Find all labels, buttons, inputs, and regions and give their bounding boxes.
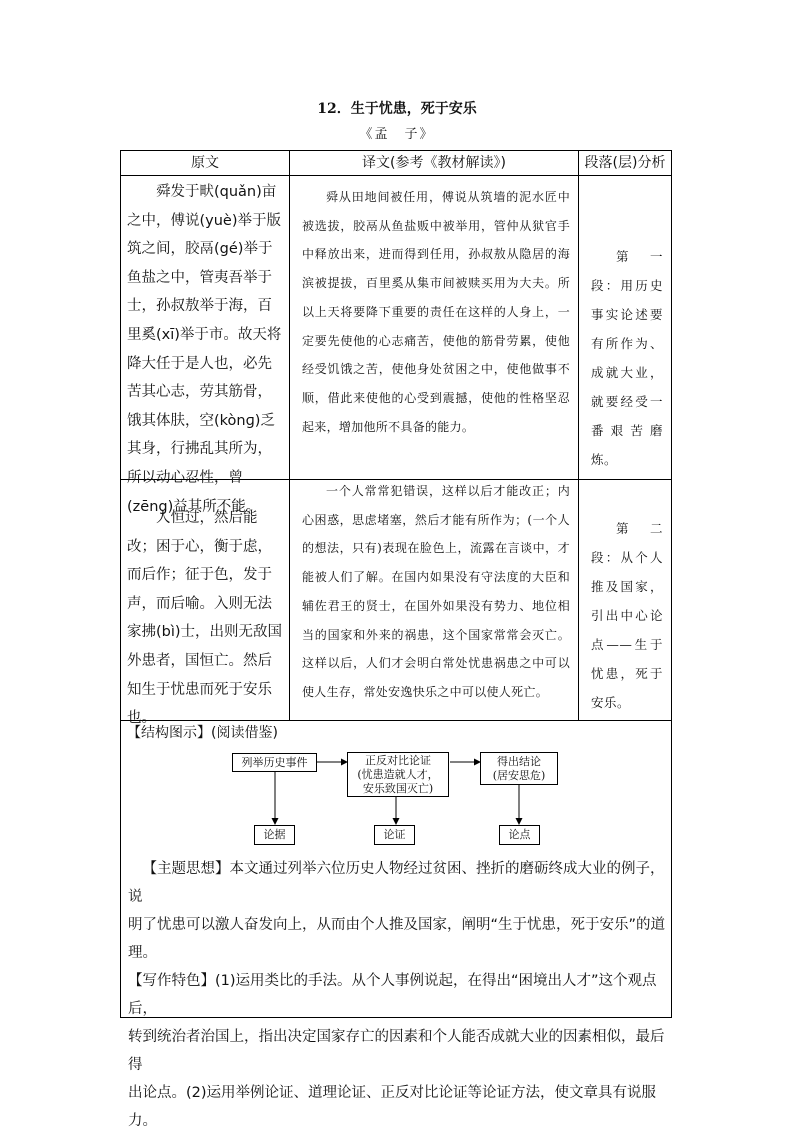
box-contrast-argument: [347, 752, 449, 797]
box-line: 安乐致国灭亡): [362, 782, 434, 795]
table-structure-divider: [120, 720, 672, 721]
box-list-events: [232, 753, 317, 772]
box-conclusion: [480, 752, 558, 785]
theme-line: 【主题思想】本文通过列举六位历史人物经过贫困、挫折的磨砺终成大业的例子，说: [128, 861, 665, 905]
row2-analysis-text: 第二段：从个人推及国家，引出中心论点——生于忧患，死于安乐。: [591, 521, 663, 710]
writing-line: 出论点。(2)运用举例论证、道理论证、正反对比论证等论证方法，使文章具有说服力。: [128, 1085, 657, 1129]
writing-line: 【写作特色】(1)运用类比的手法。从个人事例说起，在得出“困境出人才”这个观点后，: [128, 973, 657, 1017]
row2-original-text: 人恒过，然后能改；困于心，衡于虑，而后作；征于色，发于声，而后喻。入则无法家拂(bì)士，出则无敌国外患者，国恒亡。然后知生于忧患而死于安乐也。: [127, 510, 283, 727]
writing-line: 转到统治者治国上，指出决定国家存亡的因素和个人能否成就大业的因素相似，最后得: [128, 1029, 665, 1073]
theme-line: 明了忧患可以激人奋发向上，从而由个人推及国家，阐明“生于忧患，死于安乐”的道: [128, 917, 666, 933]
document-author: 《孟 子》: [359, 127, 435, 142]
row1-analysis-text: 第一段：用历史事实论述要有所作为、成就大业，就要经受一番艰苦磨炼。: [591, 249, 663, 467]
header-analysis: 段落(层)分析: [584, 155, 666, 171]
row1-translation-text: 舜从田地间被任用，傅说从筑墙的泥水匠中被选拔，胶鬲从鱼盐贩中被举用，管仲从狱官手中释放出来，进而得到任用，孙叔敖从隐居的海滨被提拔，百里奚从集市间被赎买用为大夫。所以上天将要降下重要的责任在这样的人身上，一定要先使他的心志痛苦，使他的筋骨劳累，使他经受饥饿之苦，使他身处贫困之中，使他做事不顺，借此来使他的心受到震撼，使他的性格坚忍起来，增加他所不具备的能力。: [302, 190, 570, 434]
box-line: 得出结论: [497, 755, 541, 768]
structure-title: 【结构图示】(阅读借鉴): [127, 725, 278, 741]
theme-label: 【主题思想】: [142, 861, 230, 877]
box-line: 正反对比论证: [365, 754, 431, 767]
row1-original-text: 舜发于畎(quǎn)亩之中，傅说(yuè)举于版筑之间，胶鬲(gé)举于鱼盐之中，管夷吾举于士，孙叔敖举于海，百里奚(xī)举于市。故天将降大任于是人也，必先苦其心志，劳其筋骨，饿其体肤，空(kònɡ)乏其身，行拂乱其所为，所以动心忍性，曾(zēng)益其所不能。: [127, 184, 282, 515]
box-thesis: 论点: [499, 825, 540, 845]
summary-section: [128, 855, 668, 1135]
header-translation: 译文(参考《教材解读》): [362, 155, 506, 171]
writing-label: 【写作特色】: [128, 973, 215, 989]
header-original: 原文: [191, 155, 219, 171]
box-evidence: 论据: [254, 825, 295, 845]
box-argumentation: 论证: [374, 825, 415, 845]
document-title: 12．生于忧患，死于安乐: [317, 101, 477, 117]
box-line: (居安思危): [492, 769, 546, 782]
box-line: (忧患造就人才，: [357, 768, 439, 781]
box-line: 列举历史事件: [241, 756, 308, 769]
theme-line: 理。: [128, 945, 157, 961]
row2-translation-text: 一个人常常犯错误，这样以后才能改正；内心困惑，思虑堵塞，然后才能有所作为；(一个人的想法，只有)表现在脸色上，流露在言谈中，才能被人们了解。在国内如果没有守法度的大臣和辅佐君王的贤士，在国外如果没有势力、地位相当的国家和外来的祸患，这个国家常常会灭亡。这样以后，人们才会明白常处忧患祸患之中可以使人生存，常处安逸快乐之中可以使人死亡。: [302, 484, 570, 699]
